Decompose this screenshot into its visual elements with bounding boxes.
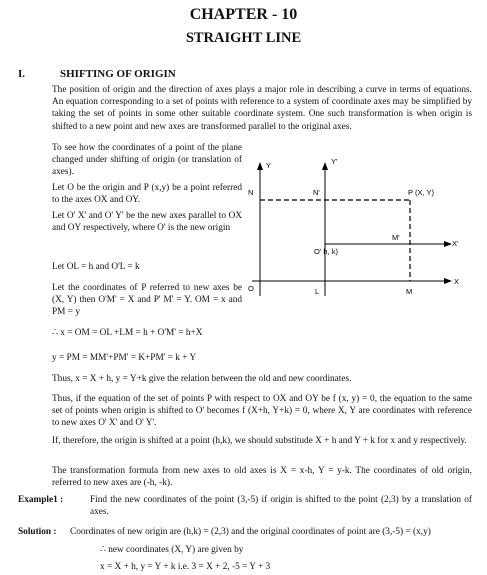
intro-paragraph: The position of origin and the direction of axes plays a major role in describing a curve in terms of equations. An equation corresponding to a set of points with reference to a system of coordinate axes may be simplified by taking the set of points in some other suitable coordinate system. One such transformation is when origin is shifted to a new point and new axes are transformed parallel to the original axes. xyxy=(52,85,472,132)
paragraph-thus-equation: Thus, if the equation of the set of points P with respect to OX and OY be f (x, y) = 0, the equation to the same set of points when origin is shifted to O' becomes f (X+h, Y+k) = 0, where X, Y are coordinates with reference to new axes O' X' and O' Y'. xyxy=(52,394,472,429)
chapter-title: STRAIGHT LINE xyxy=(185,30,302,46)
label-x-prime: X' xyxy=(452,239,459,248)
label-p: P (X, Y) xyxy=(408,188,434,197)
equation-x: ∴ x = OM = OL +LM = h + O'M' = h+X xyxy=(52,328,203,338)
paragraph-if-shifted: If, therefore, the origin is shifted at a point (h,k), we should substitude X + h and Y + k for x and y respectively. xyxy=(52,436,467,446)
example-label: Example1 : xyxy=(18,495,64,505)
paragraph-let-coordinates: Let the coordinates of P referred to new axes be (X, Y) then O'M' = X and P' M' = Y. OM = x and PM = y xyxy=(52,283,242,318)
x-axis-arrow xyxy=(444,278,452,284)
section-number: I. xyxy=(18,68,26,80)
label-l: L xyxy=(315,287,320,296)
equation-y: y = PM = MM'+PM' = K+PM' = k + Y xyxy=(52,353,197,363)
solution-line-3: x = X + h, y = Y + k i.e. 3 = X + 2, -5 = Y + 3 xyxy=(100,562,271,572)
shifting-origin-diagram xyxy=(244,150,469,300)
solution-label: Solution : xyxy=(18,527,57,537)
chapter-heading: CHAPTER - 10 xyxy=(189,6,298,23)
label-n-prime: N' xyxy=(313,188,320,197)
label-o: O xyxy=(248,284,254,293)
y-prime-axis-arrow xyxy=(322,162,328,170)
label-y: Y xyxy=(266,161,272,170)
label-m: M xyxy=(406,287,413,296)
paragraph-let-o: Let O be the origin and P (x,y) be a point referred to the axes OX and OY. xyxy=(52,183,242,206)
solution-line-2: ∴ new coordinates (X, Y) are given by xyxy=(100,545,244,555)
label-m-prime: M' xyxy=(392,233,400,242)
label-x: X xyxy=(454,277,460,286)
paragraph-let-ol: Let OL = h and O'L = k xyxy=(52,262,140,272)
x-prime-axis-arrow xyxy=(444,241,452,247)
example-text: Find the new coordinates of the point (3,-5) if origin is shifted to the point (2,3) by a translation of axes. xyxy=(90,495,472,518)
y-axis-arrow xyxy=(257,162,263,170)
label-n: N xyxy=(248,188,254,197)
paragraph-let-oprime: Let O' X' and O' Y' be the new axes parallel to OX and OY respectively, where O' is the new origin xyxy=(52,211,242,234)
section-title: SHIFTING OF ORIGIN xyxy=(60,68,176,80)
label-o-prime: O' h, k) xyxy=(314,247,338,256)
paragraph-thus-relation: Thus, x = X + h, y = Y+k give the relation between the old and new coordinates. xyxy=(52,374,352,384)
paragraph-transformation: The transformation formula from new axes to old axes is X = x-h, Y = y-k. The coordinates of old origin, referred to new axes are (-h, -k). xyxy=(52,466,472,489)
label-y-prime: Y' xyxy=(331,157,338,166)
solution-text: Coordinates of new origin are (h,k) = (2,3) and the original coordinates of point are (3,-5) = (x,y) xyxy=(70,527,431,537)
paragraph-to-see: To see how the coordinates of a point of the plane changed under shifting of origin (or translation of axes). xyxy=(52,143,242,178)
